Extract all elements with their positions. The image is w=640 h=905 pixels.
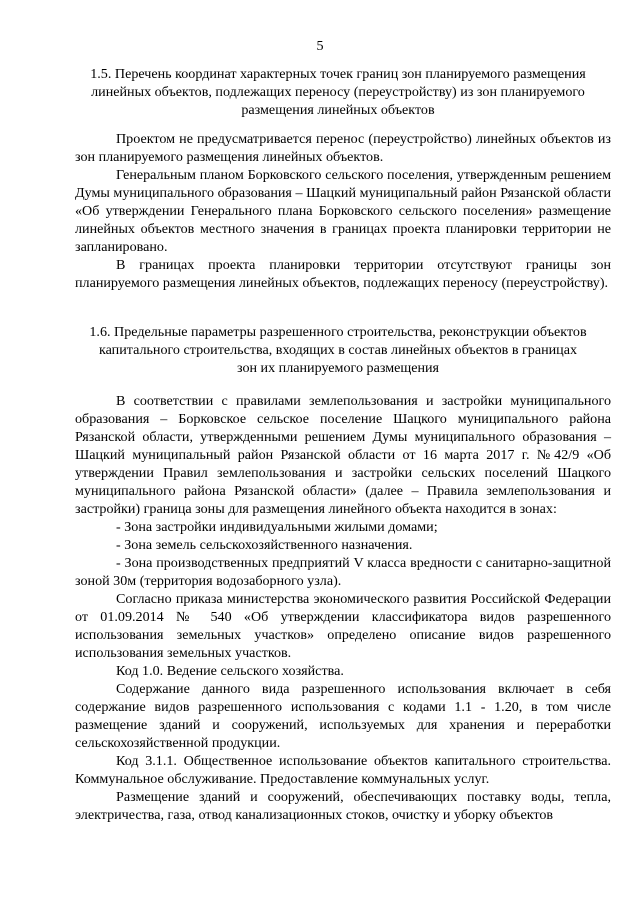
paragraph: Согласно приказа министерства экономического развития Российской Федерации от 01.09.2014 № 540 «Об утверждении классификатора видов разрешенного использования земельных участков» определено описание видов разрешенного использования земельных участков. bbox=[75, 591, 611, 661]
paragraph: В соответствии с правилами землепользования и застройки муниципального образования – Борковское сельское поселение Шацкого муниципального района Рязанской области, утвержденными решением Думы муниципального образования – Шацкий муниципальный район Рязанской области от 16 марта 2017 г. №42/9 «Об утверждении Правил землепользования и застройки сельских поселений Шацкого муниципального района Рязанской области» (далее – Правила землепользования и застройки) граница зоны для размещения линейного объекта находится в зонах: bbox=[75, 393, 611, 517]
list-item: - Зона производственных предприятий V класса вредности с санитарно-защитной зоной 30м (территория водозаборного узла). bbox=[75, 555, 611, 589]
section-1-6-heading: 1.6. Предельные параметры разрешенного строительства, реконструкции объектов капитального строительства, входящих в состав линейных объектов в границах зон их планируемого размещения bbox=[89, 324, 587, 376]
section-1-6-body bbox=[75, 392, 611, 824]
list-item: - Зона земель сельскохозяйственного назначения. bbox=[116, 537, 413, 553]
paragraph: Размещение зданий и сооружений, обеспечивающих поставку воды, тепла, электричества, газа, отвод канализационных стоков, очистку и уборку объектов bbox=[75, 789, 611, 823]
page-number: 5 bbox=[316, 38, 324, 54]
section-1-5-body bbox=[75, 130, 611, 292]
paragraph: Генеральным планом Борковского сельского поселения, утвержденным решением Думы муниципального образования – Шацкий муниципальный район Рязанской области «Об утверждении Генерального плана Борковского сельского поселения» размещение линейных объектов местного значения в границах проекта планировки территории не запланировано. bbox=[75, 167, 611, 255]
paragraph: В границах проекта планировки территории отсутствуют границы зон планируемого размещения линейных объектов, подлежащих переносу (переустройству). bbox=[75, 257, 611, 291]
section-1-5-heading: 1.5. Перечень координат характерных точек границ зон планируемого размещения линейных объектов, подлежащих переносу (переустройству) из зон планируемого размещения линейных объектов bbox=[90, 66, 586, 118]
paragraph: Код 3.1.1. Общественное использование объектов капитального строительства. Коммунальное обслуживание. Предоставление коммунальных услуг. bbox=[75, 753, 611, 787]
paragraph: Проектом не предусматривается перенос (переустройство) линейных объектов из зон планируемого размещения линейных объектов. bbox=[75, 131, 611, 165]
paragraph: Содержание данного вида разрешенного использования включает в себя содержание видов разрешенного использования с кодами 1.1 - 1.20, в том числе размещение зданий и сооружений, используемых для хранения и переработки сельскохозяйственной продукции. bbox=[75, 681, 611, 751]
list-item: - Зона застройки индивидуальными жилыми домами; bbox=[116, 519, 438, 535]
paragraph: Код 1.0. Ведение сельского хозяйства. bbox=[116, 663, 344, 679]
